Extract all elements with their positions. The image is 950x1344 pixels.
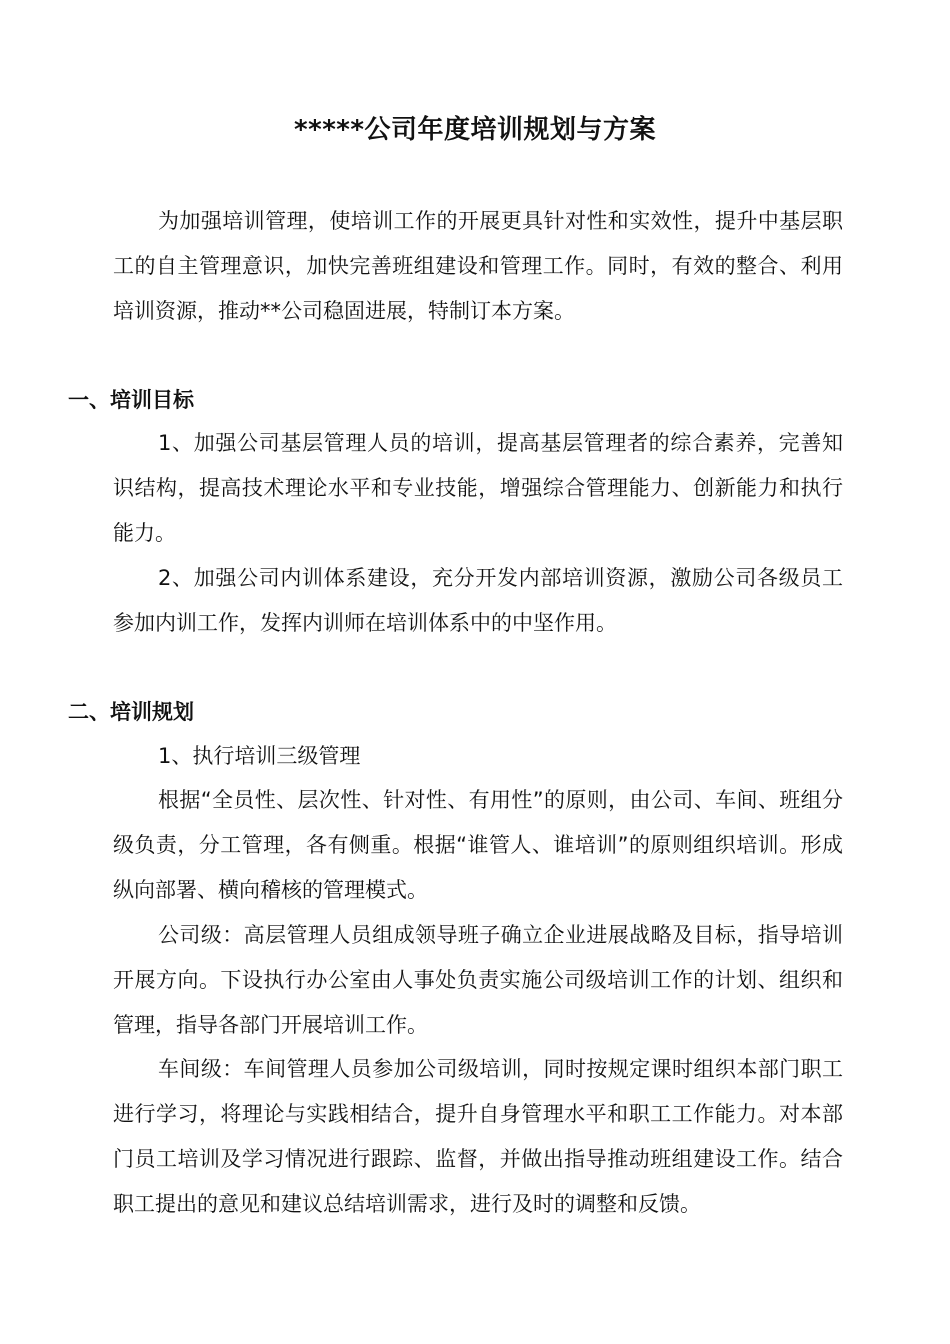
plan-principle-paragraph: 根据“全员性、层次性、针对性、有用性”的原则，由公司、车间、班组分级负责，分工管理，各有侧重。根据“谁管人、谁培训”的原则组织培训。形成纵向部署、横向稽核的管理模式。 xyxy=(113,788,843,902)
section-heading-training-plan: 二、培训规划 xyxy=(68,700,194,724)
plan-subheading: 1、执行培训三级管理 xyxy=(158,744,361,768)
goal-item-1: 1、加强公司基层管理人员的培训，提高基层管理者的综合素养，完善知识结构，提高技术理论水平和专业技能，增强综合管理能力、创新能力和执行能力。 xyxy=(113,431,843,545)
company-level-paragraph: 公司级：高层管理人员组成领导班子确立企业进展战略及目标，指导培训开展方向。下设执行办公室由人事处负责实施公司级培训工作的计划、组织和管理，指导各部门开展培训工作。 xyxy=(113,923,843,1037)
goal-item-2: 2、加强公司内训体系建设，充分开发内部培训资源，激励公司各级员工参加内训工作，发挥内训师在培训体系中的中坚作用。 xyxy=(113,566,843,635)
intro-paragraph: 为加强培训管理，使培训工作的开展更具针对性和实效性，提升中基层职工的自主管理意识，加快完善班组建设和管理工作。同时，有效的整合、利用培训资源，推动**公司稳固进展，特制订本方案。 xyxy=(113,209,843,323)
section-heading-training-goals: 一、培训目标 xyxy=(68,388,194,412)
workshop-level-paragraph: 车间级：车间管理人员参加公司级培训，同时按规定课时组织本部门职工进行学习，将理论与实践相结合，提升自身管理水平和职工工作能力。对本部门员工培训及学习情况进行跟踪、监督，并做出指导推动班组建设工作。结合职工提出的意见和建议总结培训需求，进行及时的调整和反馈。 xyxy=(113,1057,843,1216)
document-title: *****公司年度培训规划与方案 xyxy=(294,115,656,145)
